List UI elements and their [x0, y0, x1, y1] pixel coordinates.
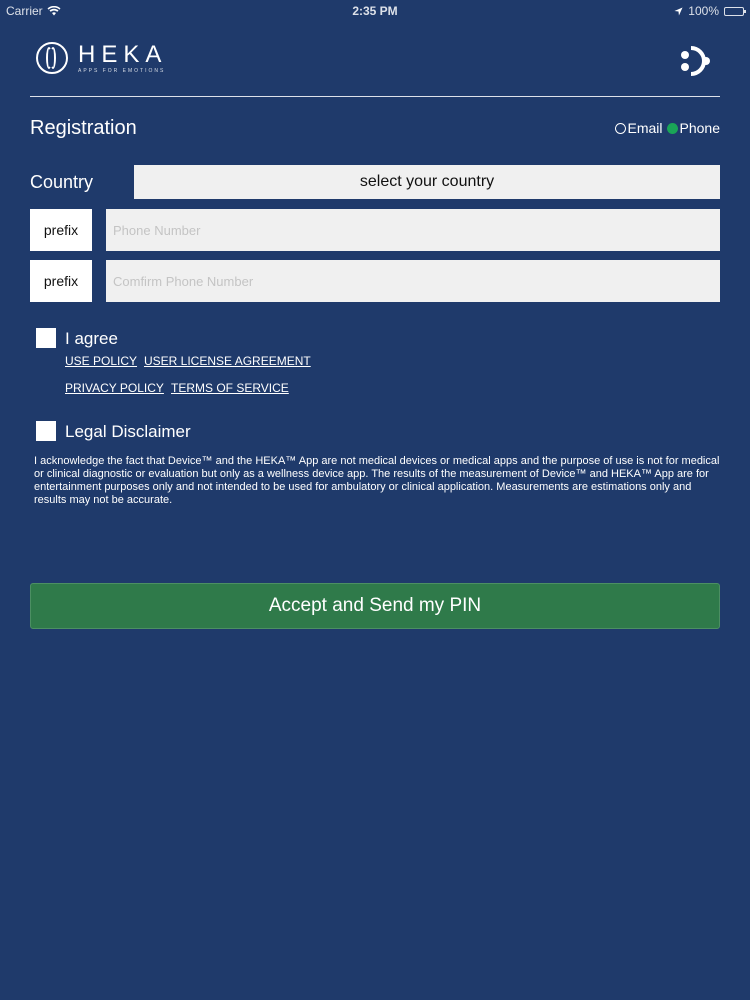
logo-subtitle: APPS FOR EMOTIONS [78, 67, 166, 74]
app-header [30, 38, 720, 97]
status-bar [0, 0, 750, 22]
battery-icon [724, 7, 744, 16]
heka-logo-icon [36, 42, 68, 74]
confirm-prefix-button[interactable]: prefix [30, 260, 92, 302]
heka-logo [36, 42, 167, 74]
logo-text: HEKA [78, 40, 168, 68]
email-radio-label: Email [627, 120, 663, 136]
country-label: Country [30, 172, 94, 192]
phone-radio[interactable] [667, 120, 720, 136]
brand-menu-icon[interactable] [680, 46, 712, 76]
disclaimer-text: I acknowledge the fact that Device™ and the HEKA™ App are not medical devices or medical apps and the purpose of use is not for medical or clinical diagnostic or evaluation but only as a wellness device app. The results of the measurement of Device™ and HEKA™ App are for entertainment purposes only and not intended to be used for ambulatory or clinical application. Measurements are estimations only and results may not be accurate. [34, 455, 720, 506]
phone-radio-label: Phone [679, 120, 720, 136]
location-arrow-icon [674, 7, 683, 16]
carrier-label: Carrier [6, 4, 43, 18]
status-time: 2:35 PM [352, 4, 398, 18]
country-select[interactable]: select your country [134, 165, 720, 199]
email-radio-circle [615, 123, 626, 134]
terms-of-service-link[interactable]: TERMS OF SERVICE [171, 381, 289, 395]
agree-checkbox[interactable] [36, 328, 56, 348]
agree-label: I agree [65, 329, 118, 348]
confirm-phone-row [30, 260, 720, 302]
phone-number-input[interactable] [106, 209, 720, 251]
confirm-phone-input[interactable] [106, 260, 720, 302]
registration-mode-selector [611, 120, 721, 136]
user-license-agreement-link[interactable]: USER LICENSE AGREEMENT [144, 354, 311, 368]
email-radio[interactable] [615, 120, 663, 136]
phone-number-row [30, 209, 720, 251]
use-policy-link[interactable]: USE POLICY [65, 354, 138, 368]
privacy-policy-link[interactable]: PRIVACY POLICY [65, 381, 164, 395]
legal-disclaimer-checkbox[interactable] [36, 421, 56, 441]
phone-radio-circle [667, 123, 678, 134]
battery-percent: 100% [688, 4, 719, 18]
phone-prefix-button[interactable]: prefix [30, 209, 92, 251]
accept-send-pin-button[interactable]: Accept and Send my PIN [30, 583, 720, 629]
registration-title: Registration [30, 117, 137, 139]
legal-disclaimer-label: Legal Disclaimer [65, 422, 191, 441]
